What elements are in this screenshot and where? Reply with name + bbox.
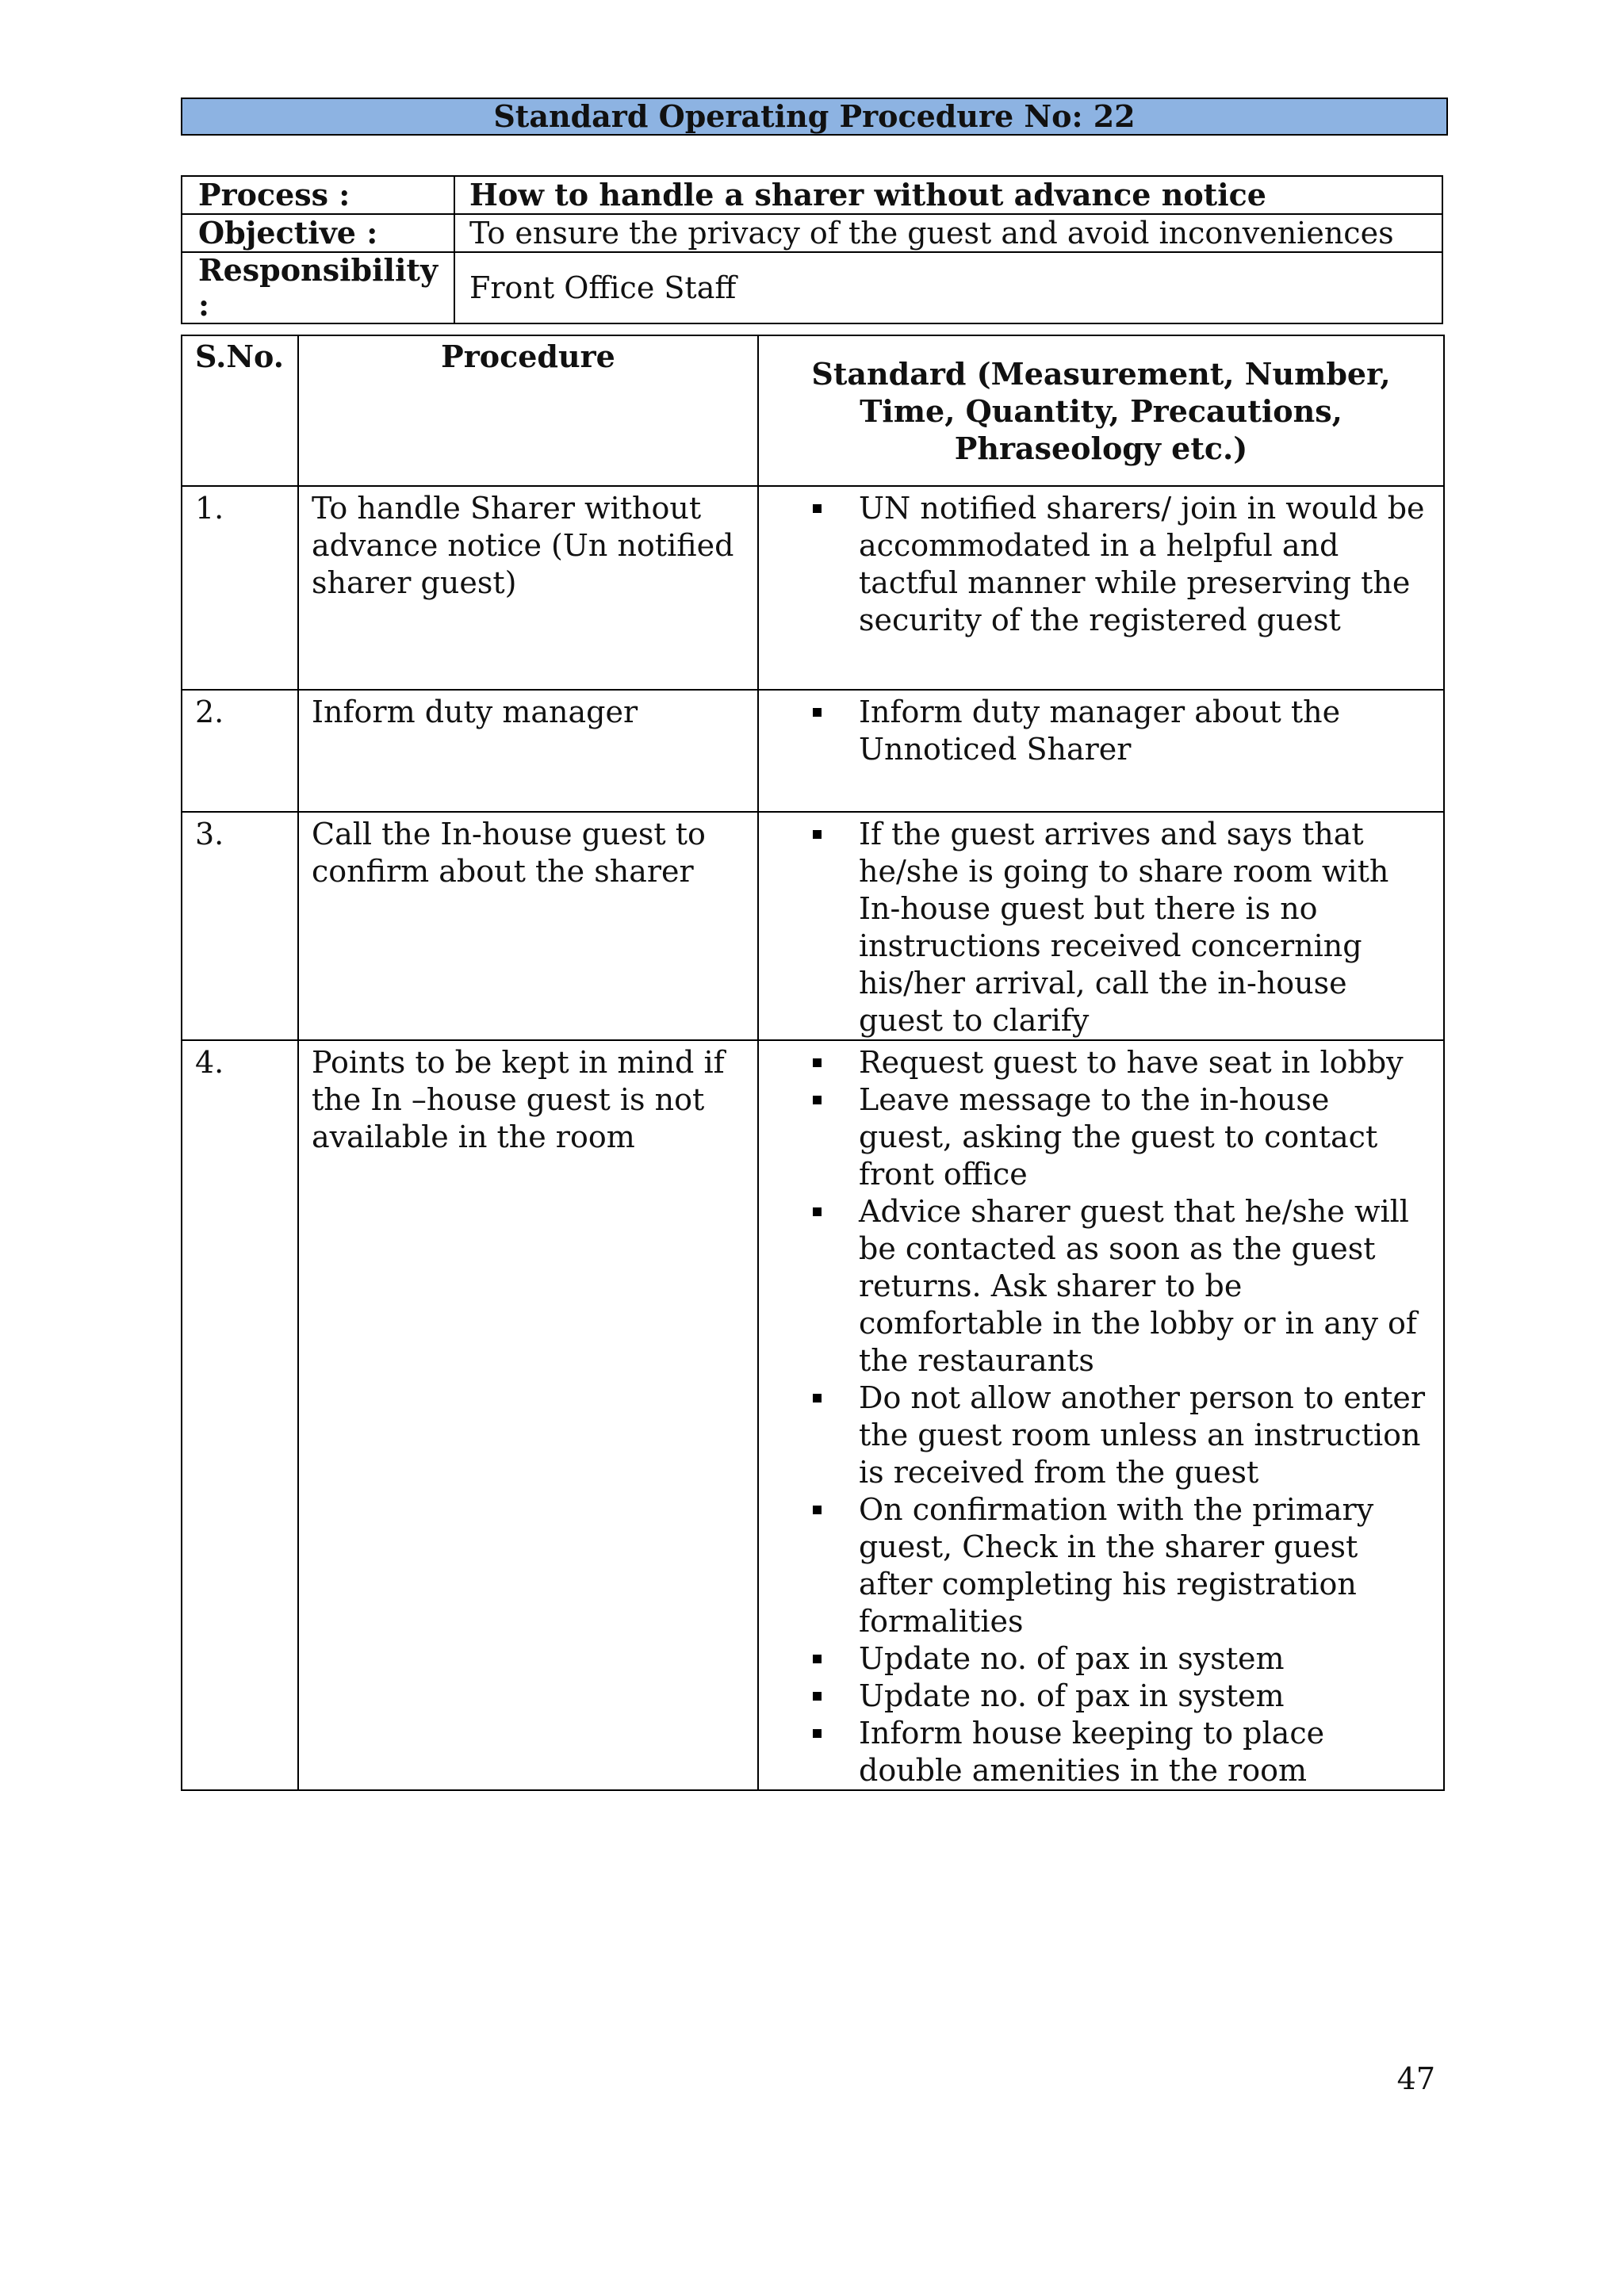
standards-list [772,816,1431,1039]
table-row [182,690,1444,812]
list-item [772,1678,1431,1715]
process-label: Process : [182,176,454,214]
standard-text: On confirmation with the primary guest, Check in the sharer guest after completing his registration formalities [859,1492,1374,1639]
procedure-table [181,335,1445,1791]
process-row [182,176,1442,214]
square-bullet-icon [813,1692,822,1701]
list-item [772,1081,1431,1193]
row-standards [758,690,1444,812]
list-item [772,490,1431,639]
standard-text: UN notified sharers/ join in would be accommodated in a helpful and tactful manner while preserving the security of the registered guest [859,491,1425,637]
square-bullet-icon [813,708,822,717]
list-item [772,816,1431,1039]
square-bullet-icon [813,1207,822,1216]
responsibility-label: Responsibility : [182,252,454,323]
row-procedure: Call the In-house guest to confirm about the sharer [298,812,758,1040]
row-procedure: Points to be kept in mind if the In –house guest is not available in the room [298,1040,758,1790]
row-standards [758,1040,1444,1790]
row-standards [758,486,1444,690]
standard-text: Request guest to have seat in lobby [859,1045,1404,1080]
square-bullet-icon [813,1729,822,1738]
objective-value: To ensure the privacy of the guest and avoid inconveniences [454,214,1442,252]
standards-list [772,1044,1431,1789]
square-bullet-icon [813,1655,822,1663]
row-sno: 2. [182,690,298,812]
standard-text: Inform house keeping to place double amenities in the room [859,1716,1325,1788]
standard-header: Standard (Measurement, Number, Time, Quantity, Precautions, Phraseology etc.) [758,335,1444,486]
list-item [772,1715,1431,1789]
process-value: How to handle a sharer without advance notice [454,176,1442,214]
objective-row [182,214,1442,252]
responsibility-row [182,252,1442,323]
list-item [772,1380,1431,1491]
standard-text: Leave message to the in-house guest, asking the guest to contact front office [859,1082,1378,1192]
standards-list [772,490,1431,639]
standard-text: Update no. of pax in system [859,1678,1285,1713]
row-sno: 1. [182,486,298,690]
table-row [182,486,1444,690]
objective-label: Objective : [182,214,454,252]
row-standards [758,812,1444,1040]
list-item [772,694,1431,768]
list-item [772,1193,1431,1380]
row-procedure: Inform duty manager [298,690,758,812]
row-sno: 4. [182,1040,298,1790]
list-item [772,1491,1431,1640]
standard-text: Advice sharer guest that he/she will be contacted as soon as the guest returns. Ask sharer to be comfortable in the lobby or in any of the restaurants [859,1194,1417,1378]
process-info-table [181,175,1443,324]
sop-title: Standard Operating Procedure No: 22 [181,98,1448,136]
square-bullet-icon [813,1096,822,1104]
square-bullet-icon [813,1506,822,1514]
square-bullet-icon [813,1394,822,1402]
table-header-row [182,335,1444,486]
list-item [772,1044,1431,1081]
row-sno: 3. [182,812,298,1040]
table-row [182,1040,1444,1790]
square-bullet-icon [813,830,822,839]
standard-text: Update no. of pax in system [859,1641,1285,1676]
standards-list [772,694,1431,768]
standard-text: Do not allow another person to enter the guest room unless an instruction is received from the guest [859,1380,1426,1490]
standard-text: If the guest arrives and says that he/she is going to share room with In-house guest but there is no instructions received concerning his/her arrival, call the in-house guest to clarify [859,817,1389,1038]
square-bullet-icon [813,1058,822,1067]
sno-header: S.No. [182,335,298,486]
table-row [182,812,1444,1040]
page-number: 47 [1396,2061,1435,2096]
row-procedure: To handle Sharer without advance notice (Un notified sharer guest) [298,486,758,690]
list-item [772,1640,1431,1678]
square-bullet-icon [813,504,822,513]
responsibility-value: Front Office Staff [454,252,1442,323]
procedure-header: Procedure [298,335,758,486]
standard-text: Inform duty manager about the Unnoticed Sharer [859,695,1341,767]
